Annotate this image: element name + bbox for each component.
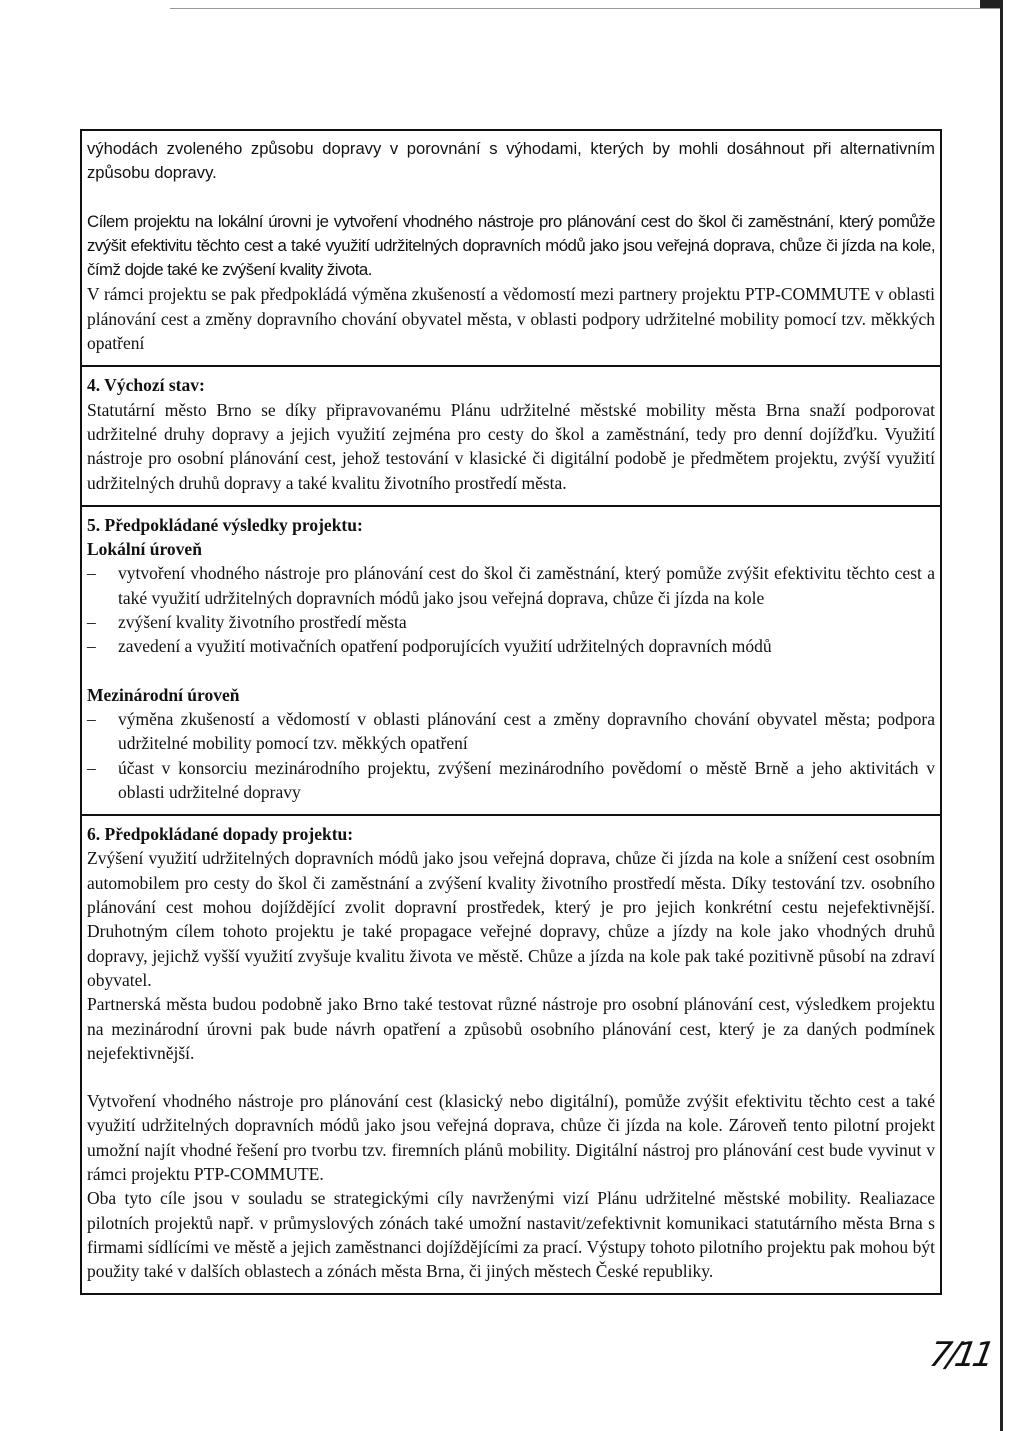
list-item: – účast v konsorciu mezinárodního projektu, zvýšení mezinárodního povědomí o městě Brně a jeho aktivitách v oblasti udržitelné dopravy — [87, 756, 935, 805]
intro-paragraph-3: V rámci projektu se pak předpokládá výměna zkušeností a vědomostí mezi partnery projektu PTP-COMMUTE v oblasti plánování cest a změny dopravního chování obyvatel města, v oblasti podpory udržitelné mobility pomocí tzv. měkkých opatření — [87, 284, 935, 354]
list-item: – zvýšení kvality životního prostředí města — [87, 610, 935, 634]
list-item: – vytvoření vhodného nástroje pro plánování cest do škol či zaměstnání, který pomůže zvýšit efektivitu těchto cest a také využití udržitelných dopravních módů jako jsou veřejná doprava, chůze či jízda na kole — [87, 561, 935, 610]
section-6-paragraph-3: Vytvoření vhodného nástroje pro plánování cest (klasický nebo digitální), pomůže zvýšit efektivitu těchto cest a také využití udržitelných dopravních módů jako jsou veřejná doprava, chůze či jízda na kole. Zároveň tento pilotní projekt umožní najít vhodné řešení pro tvorbu tzv. firemních plánů mobility. Digitální nástroj pro plánování cest bude vyvinut v rámci projektu PTP-COMMUTE. — [87, 1091, 935, 1184]
section-4-heading: 4. Výchozí stav: — [87, 375, 205, 396]
international-level-list — [87, 707, 935, 804]
intro-paragraph-2: Cílem projektu na lokální úrovni je vytvoření vhodného nástroje pro plánování cest do škol či zaměstnání, který pomůže zvýšit efektivitu těchto cest a také využití udržitelných dopravních módů jako jsou veřejná doprava, chůze či jízda na kole, čímž dojde také ke zvýšení kvality života. — [87, 211, 935, 280]
section-5-heading: 5. Předpokládané výsledky projektu: — [87, 514, 363, 535]
list-item: – výměna zkušeností a vědomostí v oblasti plánování cest a změny dopravního chování obyvatel města; podpora udržitelné mobility pomocí tzv. měkkých opatření — [87, 707, 935, 756]
handwritten-page-number: 7/11 — [926, 1335, 994, 1375]
document-table — [80, 129, 942, 1295]
section-5 — [82, 505, 940, 814]
scan-right-edge — [1000, 0, 1003, 1431]
section-6-paragraph-4: Oba tyto cíle jsou v souladu se strategickými cíly navrženými vizí Plánu udržitelné městské mobility. Realiazace pilotních projektů např. v průmyslových zónách také umožní nastavit/zefektivnit komunikaci statutárního města Brna s firmami sídlícími ve městě a jejich zaměstnanci dojíždějícími za prací. Výstupy tohoto pilotního projektu pak mohou být použity také v dalších oblastech a zónách města Brna, či jiných městech České republiky. — [87, 1188, 935, 1282]
local-level-title: Lokální úroveň — [87, 539, 202, 560]
section-intro — [82, 131, 940, 365]
section-6 — [82, 814, 940, 1293]
local-level-list — [87, 561, 935, 658]
intro-paragraph-1: výhodách zvoleného způsobu dopravy v porovnání s výhodami, kterých by mohli dosáhnout při alternativním způsobu dopravy. — [87, 139, 935, 183]
section-4-text: Statutární město Brno se díky připravovanému Plánu udržitelné městské mobility města Brna snaží podporovat udržitelné druhy dopravy a jejich využití zejména pro cesty do škol a zaměstnání, tedy pro denní dojížďku. Využití nástroje pro osobní plánování cest, jehož testování v klasické či digitální podobě je předmětem projektu, zvýší využití udržitelných druhů dopravy a také kvalitu životního prostředí města. — [87, 399, 935, 493]
international-level-title: Mezinárodní úroveň — [87, 684, 240, 705]
section-4 — [82, 365, 940, 504]
section-6-heading: 6. Předpokládané dopady projektu: — [87, 824, 354, 845]
section-6-paragraph-1: Zvýšení využití udržitelných dopravních módů jako jsou veřejná doprava, chůze či jízda na kole a snížení cest osobním automobilem pro cesty do škol či zaměstnání a zvýšení kvality životního prostředí města. Díky testování tzv. osobního plánování cest mohou dojíždějící zvolit dopravní prostředek, který je pro jejich konkrétní cestu nejefektivnější. Druhotným cílem tohoto projektu je také propagace veřejné dopravy, chůze a jízdy na kole jako vhodných druhů dopravy, jejichž vyšší využití zvyšuje kvalitu života ve městě. Chůze a jízda na kole pak také pozitivně působí na zdraví obyvatel. — [87, 848, 935, 990]
list-item: – zavedení a využití motivačních opatření podporujících využití udržitelných dopravních módů — [87, 634, 935, 658]
scan-top-rule — [170, 8, 1000, 9]
scan-edge-mark — [980, 0, 1002, 8]
section-6-paragraph-2: Partnerská města budou podobně jako Brno také testovat různé nástroje pro osobní plánování cest, výsledkem projektu na mezinárodní úrovni pak bude návrh opatření a způsobů osobního plánování cest, který je za daných podmínek nejefektivnější. — [87, 994, 935, 1063]
